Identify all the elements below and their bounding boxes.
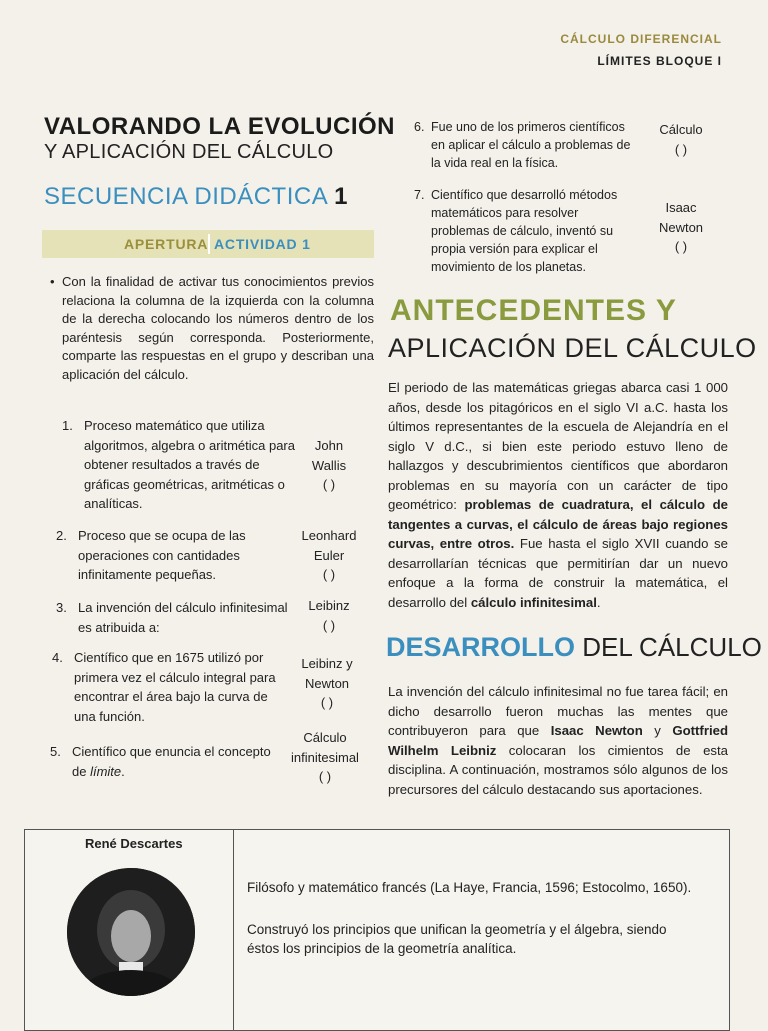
banner-divider xyxy=(208,234,210,254)
answer-option: Leibinz ( ) xyxy=(284,596,374,635)
descartes-name: René Descartes xyxy=(85,836,183,851)
descartes-bio-2: Construyó los principios que unifican la geometría y el álgebra, siendo éstos los principios de la geometría analítica. xyxy=(247,922,667,956)
answer-option: Leonhard Euler ( ) xyxy=(284,526,374,585)
answer-blank[interactable]: ( ) xyxy=(674,141,688,157)
question-2: 2. Proceso que se ocupa de las operaciones con cantidades infinitamente pequeñas. xyxy=(56,528,246,582)
answer-option: John Wallis ( ) xyxy=(284,436,374,495)
question-3: 3. La invención del cálculo infinitesimal es atribuida a: xyxy=(56,600,288,635)
activity-banner xyxy=(42,230,374,258)
answer-blank[interactable]: ( ) xyxy=(674,239,688,254)
instructions xyxy=(50,273,374,384)
sequence-number: 1 xyxy=(334,183,348,210)
answer-blank[interactable]: ( ) xyxy=(322,477,336,492)
antecedentes-subheading: APLICACIÓN DEL CÁLCULO xyxy=(388,333,757,363)
subject-label: CÁLCULO DIFERENCIAL xyxy=(560,32,722,46)
answer-blank[interactable]: ( ) xyxy=(318,769,332,784)
answer-blank[interactable]: ( ) xyxy=(320,695,334,710)
page-header xyxy=(560,32,722,68)
answer-option: Leibinz y Newton ( ) xyxy=(282,654,372,713)
activity-label: ACTIVIDAD 1 xyxy=(214,236,311,252)
card-divider xyxy=(233,830,234,1030)
answer-option: Cálculo infinitesimal ( ) xyxy=(280,728,370,787)
answer-option: Cálculo ( ) xyxy=(636,120,726,159)
instructions-text: Con la finalidad de activar tus conocimientos previos relaciona la columna de la izquierda con la columna de la derecha colocando los números dentro de los paréntesis según corresponda. Posteriormente, comparte las respuestas en el grupo y describan una aplicación del cálculo. xyxy=(62,274,374,382)
sequence-label: SECUENCIA DIDÁCTICA xyxy=(44,183,327,210)
desarrollo-paragraph: La invención del cálculo infinitesimal no fue tarea fácil; en dicho desarrollo fueron muchas las mentes que contribuyeron para que Isaac Newton y Gottfried Wilhelm Leibniz colocaran los cimientos de esta disciplina. A continuación, mostramos sólo algunos de los precursores del cálculo destacando sus aportaciones. xyxy=(388,684,729,797)
question-6: 6. Fue uno de los primeros científicos en aplicar el cálculo a problemas de la vida real en la física. xyxy=(414,120,631,170)
desarrollo-heading: DESARROLLO DEL CÁLCULO xyxy=(386,632,762,662)
section-subtitle: Y APLICACIÓN DEL CÁLCULO xyxy=(44,141,334,163)
block-label: LÍMITES BLOQUE I xyxy=(597,54,722,68)
descartes-card xyxy=(24,829,730,1031)
question-4: 4. Científico que en 1675 utilizó por primera vez el cálculo integral para encontrar el área bajo la curva de una función. xyxy=(52,650,276,724)
antecedentes-paragraph: El periodo de las matemáticas griegas abarca casi 1 000 años, desde los pitagóricos en el siglo VI a.C. hasta los últimos representantes de la escuela de Alejandría en el siglo V d.C., si bien este periodo estuvo lleno de hallazgos y descubrimientos científicos que abordaron problemas en su mayoría con un carácter de tipo geométrico: problemas de cuadratura, el cálculo de tangentes a curvas, el cálculo de áreas bajo regiones curvas, entre otros. Fue hasta el siglo XVII cuando se desarrollarían técnicas que permitirían dar un nuevo enfoque a la forma de construir la matemática, el desarrollo del cálculo infinitesimal. xyxy=(388,380,728,610)
answer-blank[interactable]: ( ) xyxy=(322,567,336,582)
bullet-icon: • xyxy=(50,274,55,289)
descartes-portrait xyxy=(67,868,195,996)
sequence-heading xyxy=(44,183,348,211)
section-title: VALORANDO LA EVOLUCIÓN xyxy=(44,113,395,140)
question-7: 7. Científico que desarrolló métodos matemáticos para resolver problemas de cálculo, inventó su propia versión para explicar el movimiento de los planetas. xyxy=(414,188,618,274)
apertura-label: APERTURA xyxy=(124,236,209,252)
question-1: 1. Proceso matemático que utiliza algoritmos, algebra o aritmética para obtener resultados a través de gráficas geométricas, aritméticas o analíticas. xyxy=(62,418,295,511)
answer-blank[interactable]: ( ) xyxy=(322,617,336,633)
question-5: 5. Científico que enuncia el concepto de límite. xyxy=(50,744,271,779)
descartes-bio-1: Filósofo y matemático francés (La Haye, Francia, 1596; Estocolmo, 1650). xyxy=(247,880,692,895)
antecedentes-heading: ANTECEDENTES Y xyxy=(390,294,677,327)
answer-option: Isaac Newton ( ) xyxy=(636,198,726,257)
